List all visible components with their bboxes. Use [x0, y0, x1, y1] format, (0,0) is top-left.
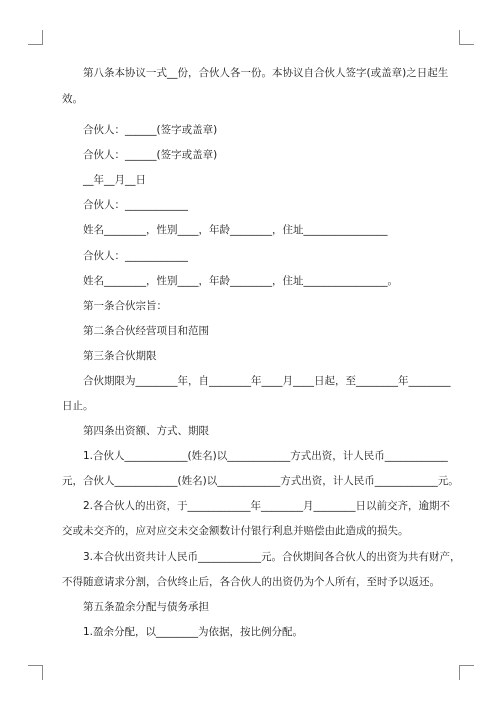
text-line: 元，合伙人____________(姓名)以____________方式出资，计人民币____________元。 — [62, 475, 459, 487]
text-line: 第一条合伙宗旨： — [83, 300, 167, 312]
text-line: 第五条盈余分配与债务承担 — [83, 601, 209, 613]
corner-mark-top-right — [459, 30, 474, 45]
text-line: 第四条出资额、方式、期限 — [83, 425, 209, 437]
text-line: 2.各合伙人的出资，于____________年________月________日以前交齐，逾期不 — [83, 500, 451, 512]
text-line: 1.合伙人____________(姓名)以____________方式出资，计人民币____________ — [83, 450, 448, 462]
text-line: 1.盈余分配，以________为依据，按比例分配。 — [83, 626, 304, 638]
text-line: 效。 — [62, 93, 83, 105]
text-line: 合伙期限为________年，自________年____月____日起，至________年________ — [83, 375, 451, 387]
text-line: 不得随意请求分割，合伙终止后，各合伙人的出资仍为个人所有，至时予以返还。 — [62, 576, 440, 588]
text-line: __年__月__日 — [83, 174, 146, 186]
text-line: 姓名________，性别____，年龄________，住址________________。 — [83, 275, 398, 287]
text-line: 合伙人：______(签字或盖章) — [83, 149, 218, 161]
text-line: 第二条合伙经营项目和范围 — [83, 325, 209, 337]
text-line: 第八条本协议一式__份，合伙人各一份。本协议自合伙人签字(或盖章)之日起生 — [83, 67, 449, 79]
corner-mark-bottom-right — [459, 665, 474, 680]
text-line: 交或未交齐的，应对应交未交金额数计付银行利息并赔偿由此造成的损失。 — [62, 525, 409, 537]
text-line: 日止。 — [62, 400, 94, 412]
corner-mark-top-left — [28, 30, 43, 45]
text-line: 姓名________，性别____，年龄________，住址________________ — [83, 224, 388, 236]
text-line: 合伙人：____________ — [83, 199, 188, 211]
text-line: 合伙人：______(签字或盖章) — [83, 124, 218, 136]
text-line: 合伙人：____________ — [83, 250, 188, 262]
text-line: 3.本合伙出资共计人民币____________元。合伙期间各合伙人的出资为共有财产， — [83, 551, 461, 563]
text-line: 第三条合伙期限 — [83, 350, 157, 362]
corner-mark-bottom-left — [28, 665, 43, 680]
